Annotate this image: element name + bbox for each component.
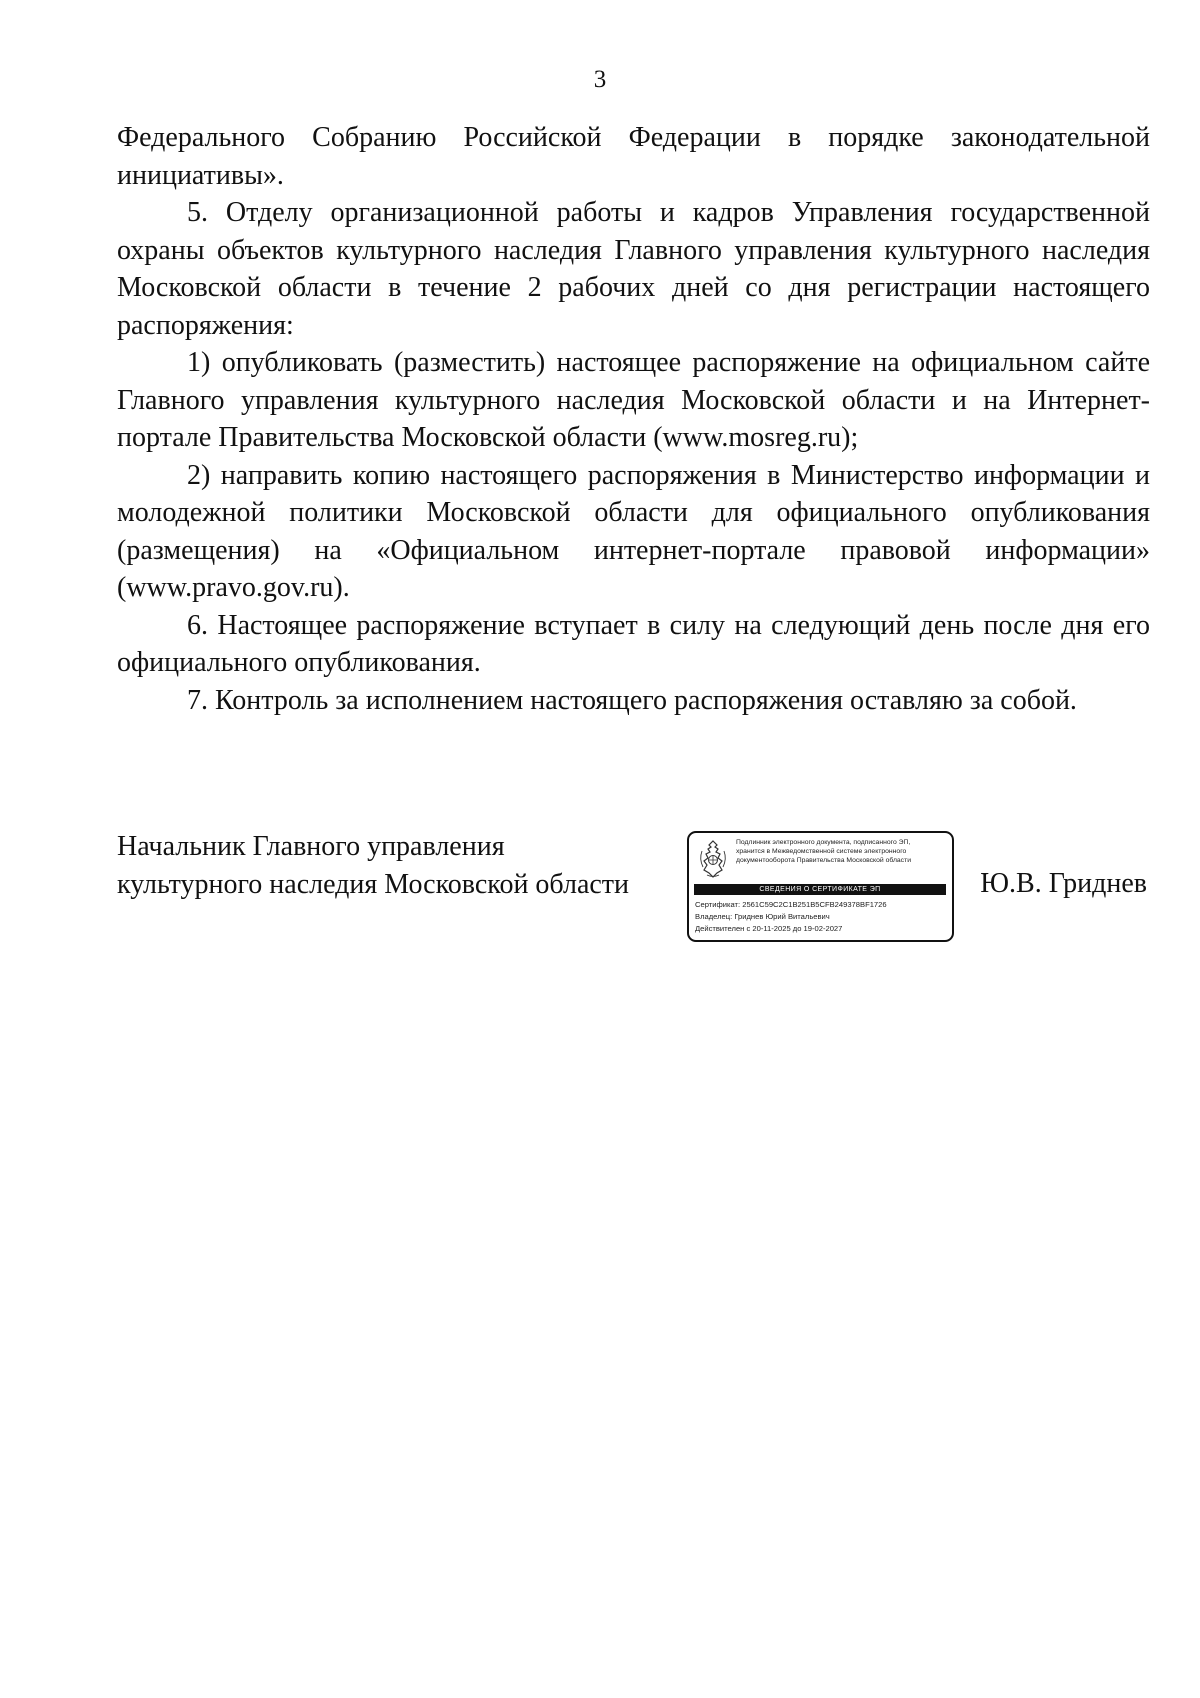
signer-position-line-1: Начальник Главного управления <box>117 831 505 862</box>
stamp-notice <box>736 838 950 866</box>
certificate-validity: Действителен с 20-11-2025 до 19-02-2027 <box>695 924 843 933</box>
stamp-notice-line-2: хранится в Межведомственной системе электронного <box>736 848 907 856</box>
certificate-number: Сертификат: 2561C59C2C1B251B5CFB249378BF1726 <box>695 900 887 909</box>
certificate-details <box>695 899 949 935</box>
paragraph-item-5: 5. Отделу организационной работы и кадров Управления государственной охраны объектов культурного наследия Главного управления культурного наследия Московской области в течение 2 рабочих дней со дня регистрации настоящего распоряжения: <box>117 197 1150 341</box>
electronic-signature-stamp <box>687 831 954 942</box>
certificate-owner: Владелец: Гриднев Юрий Витальевич <box>695 912 830 921</box>
coat-of-arms-icon <box>698 839 728 879</box>
document-body <box>117 119 1150 719</box>
stamp-notice-line-3: документооборота Правительства Московской области <box>736 857 911 865</box>
signature-block <box>117 828 1150 948</box>
paragraph-subitem-1: 1) опубликовать (разместить) настоящее распоряжение на официальном сайте Главного управления культурного наследия Московской области и на Интернет-портале Правительства Московской области (www.mosreg.ru); <box>117 347 1150 453</box>
paragraph-item-6: 6. Настоящее распоряжение вступает в силу на следующий день после дня его официального опубликования. <box>117 609 1150 678</box>
stamp-notice-line-1: Подлинник электронного документа, подписанного ЭП, <box>736 839 911 846</box>
page-number: 3 <box>593 66 607 93</box>
paragraph-item-7: 7. Контроль за исполнением настоящего распоряжения оставляю за собой. <box>187 684 1077 716</box>
signer-position <box>117 828 629 903</box>
stamp-header: СВЕДЕНИЯ О СЕРТИФИКАТЕ ЭП <box>694 884 946 895</box>
signer-position-line-2: культурного наследия Московской области <box>117 868 630 900</box>
signer-name: Ю.В. Гриднев <box>980 868 1147 899</box>
paragraph-continuation: Федерального Собранию Российской Федерации в порядке законодательной инициативы». <box>117 122 1150 191</box>
paragraph-subitem-2: 2) направить копию настоящего распоряжения в Министерство информации и молодежной политики Московской области для официального опубликования (размещения) на «Официальном интернет-портале правовой информации» (www.pravo.gov.ru). <box>117 459 1150 603</box>
